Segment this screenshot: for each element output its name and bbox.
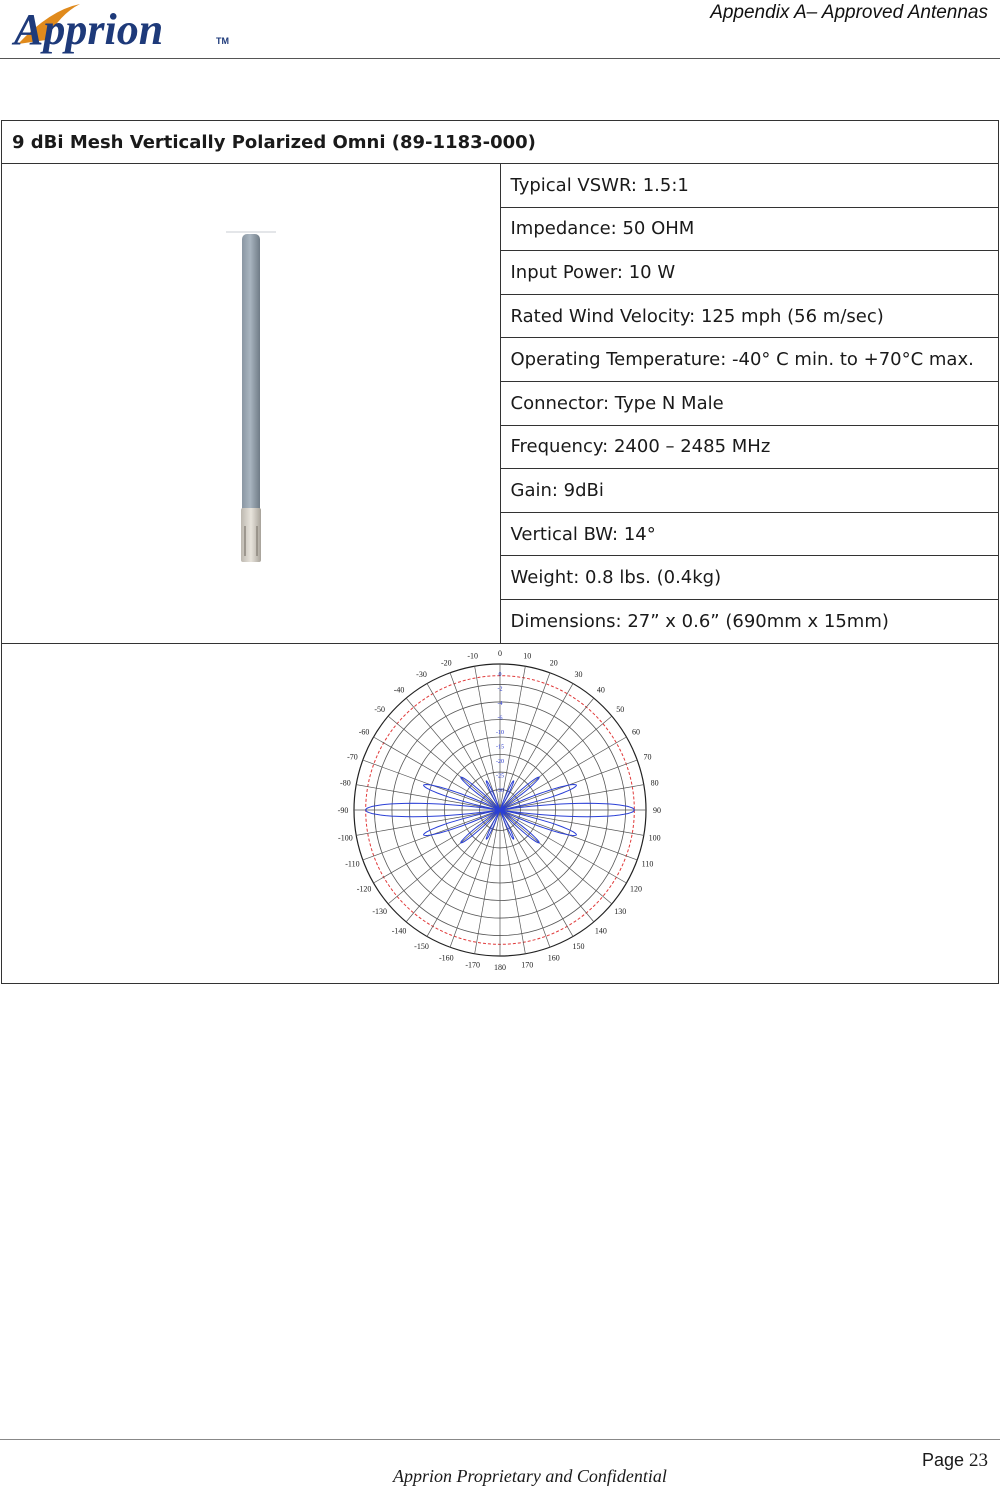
polar-angle-label: 0 [498,648,502,658]
polar-ring-label: -4 [497,700,503,707]
radiation-pattern-cell [2,643,999,983]
polar-ring-label: -30 [496,787,504,794]
polar-angle-label: -130 [372,906,388,916]
polar-angle-label: 30 [574,669,583,679]
polar-angle-label: 120 [629,884,642,894]
confidential-notice: Apprion Proprietary and Confidential [393,1466,667,1486]
polar-angle-label: -10 [467,650,479,660]
spec-vertical-bw: Vertical BW: 14° [500,512,999,556]
polar-angle-label: -80 [340,778,351,788]
polar-angle-label: -150 [414,941,429,951]
polar-ring-label: -10 [496,729,504,736]
polar-angle-label: 140 [594,925,607,935]
polar-angle-label: -100 [338,832,353,842]
spec-operating-temperature: Operating Temperature: -40° C min. to +70°C max. [500,338,999,382]
page-number [922,1450,988,1472]
footer-divider [0,1439,1000,1440]
apprion-logo [10,0,235,56]
spec-weight: Weight: 0.8 lbs. (0.4kg) [500,556,999,600]
page-label: Page [921,1450,964,1470]
antenna-spec-table [1,120,999,984]
polar-angle-label: 150 [572,941,585,951]
spec-impedance: Impedance: 50 OHM [500,207,999,251]
polar-ring-label: -20 [496,758,504,765]
spec-gain: Gain: 9dBi [500,469,999,513]
spec-input-power: Input Power: 10 W [500,251,999,295]
polar-ring-label: -15 [496,744,504,751]
polar-angle-label: -20 [440,657,452,667]
spec-vswr: Typical VSWR: 1.5:1 [500,164,999,208]
polar-angle-label: -50 [374,704,386,714]
page-header [0,0,1000,59]
polar-angle-label: 20 [549,657,558,667]
polar-angle-label: 180 [494,962,506,972]
polar-angle-label: 100 [648,832,661,842]
polar-angle-label: 130 [614,906,627,916]
polar-angle-label: -60 [358,727,370,737]
polar-angle-label: -110 [345,859,360,869]
polar-angle-label: 170 [521,960,534,970]
polar-angle-label: 60 [631,727,640,737]
polar-ring-label: -25 [496,773,504,780]
polar-angle-label: 90 [653,805,661,815]
spec-connector: Connector: Type N Male [500,381,999,425]
polar-angle-label: -120 [356,884,372,894]
page-number-value: 23 [969,1450,988,1471]
polar-angle-label: 110 [641,859,654,869]
antenna-rod [242,234,260,514]
polar-ring-label: -6 [497,715,503,722]
polar-angle-label: 50 [616,704,625,714]
antenna-image [221,226,281,576]
spec-wind-velocity: Rated Wind Velocity: 125 mph (56 m/sec) [500,294,999,338]
polar-angle-label: -30 [416,669,427,679]
polar-angle-label: 70 [643,751,652,761]
polar-angle-label: 10 [523,650,532,660]
polar-angle-label: -140 [391,925,407,935]
polar-angle-label: -170 [465,960,481,970]
radiation-pattern-plot [327,644,673,978]
polar-angle-label: -160 [438,953,454,963]
polar-angle-label: -40 [393,685,405,695]
polar-angle-label: 160 [547,953,560,963]
antenna-image-cell [2,164,501,644]
antenna-connector [241,508,261,562]
logo-trademark: TM [216,36,229,46]
section-title: Appendix A– Approved Antennas [710,2,988,23]
polar-angle-label: 40 [596,685,605,695]
polar-angle-label: -90 [337,805,349,815]
polar-ring-label: -2 [497,686,503,693]
polar-angle-label: 80 [650,778,659,788]
spec-dimensions: Dimensions: 27” x 0.6” (690mm x 15mm) [500,599,999,643]
polar-ring-label: 0 [498,671,502,678]
spec-frequency: Frequency: 2400 – 2485 MHz [500,425,999,469]
logo-text: Apprion [14,5,164,54]
polar-angle-label: -70 [347,751,358,761]
antenna-title: 9 dBi Mesh Vertically Polarized Omni (89-1183-000) [2,121,999,164]
